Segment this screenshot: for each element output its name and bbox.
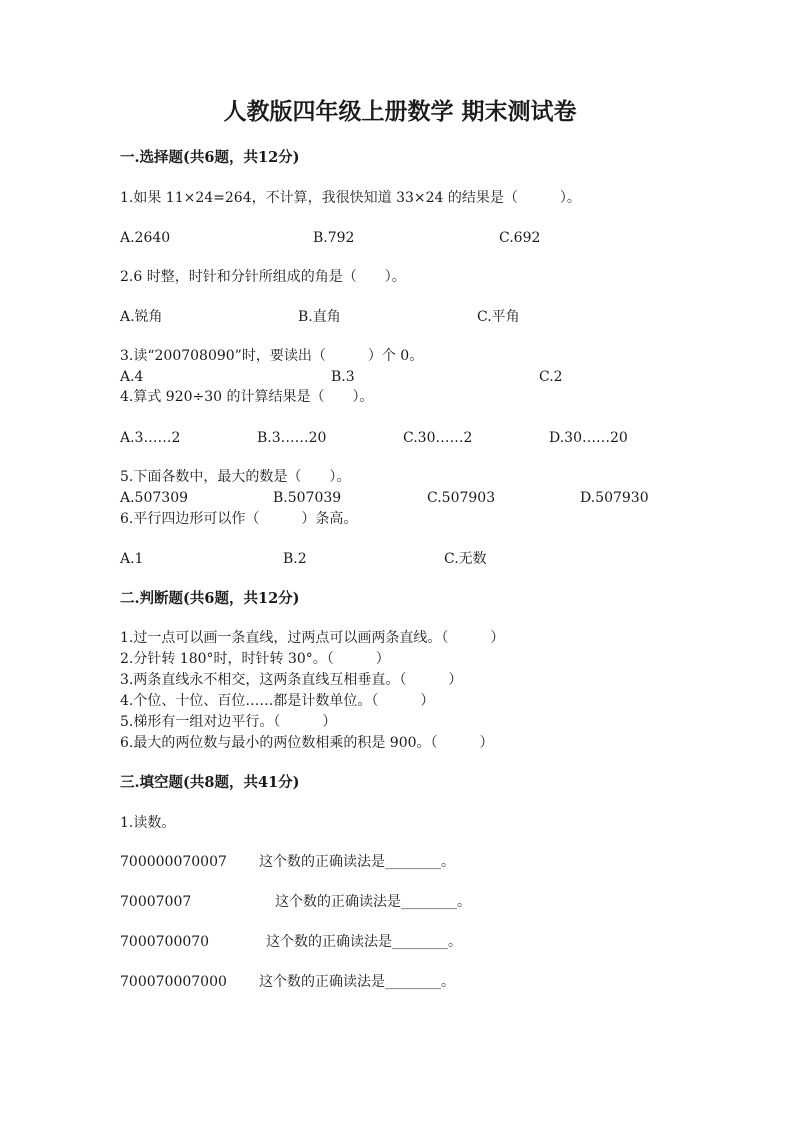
option: D.507930 — [580, 490, 649, 506]
question-stem: 4.算式 920÷30 的计算结果是（ ）。 — [120, 389, 374, 405]
option: B.2 — [283, 551, 307, 567]
number-value: 700070007000 — [120, 974, 227, 990]
option: C.2 — [539, 369, 563, 385]
number-value: 7000700070 — [120, 934, 210, 950]
option: D.30……20 — [549, 430, 628, 446]
option: C.无数 — [444, 551, 487, 567]
option: B.792 — [313, 230, 355, 246]
section-heading-choice: 一.选择题(共6题，共12分) — [120, 149, 300, 166]
judgment-item: 4.个位、十位、百位……都是计数单位。（ ） — [120, 693, 435, 709]
option: B.507039 — [273, 490, 342, 506]
reading-prompt: 这个数的正确读法是________。 — [259, 854, 455, 870]
reading-prompt: 这个数的正确读法是________。 — [275, 894, 471, 910]
question-stem: 1.如果 11×24=264，不计算，我很快知道 33×24 的结果是（ ）。 — [120, 190, 581, 206]
section-heading-judgment: 二.判断题(共6题，共12分) — [120, 590, 300, 607]
question-stem: 2.6 时整，时针和分针所组成的角是（ ）。 — [120, 269, 406, 285]
option: B.3 — [331, 369, 355, 385]
number-value: 700000070007 — [120, 854, 227, 870]
question-stem: 5.下面各数中，最大的数是（ ）。 — [120, 469, 351, 485]
question-stem: 3.读“200708090”时，要读出（ ）个 0。 — [120, 348, 424, 364]
option: C.692 — [499, 230, 541, 246]
option: C.平角 — [477, 309, 520, 325]
page-title: 人教版四年级上册数学 期末测试卷 — [223, 98, 577, 125]
section-heading-fill: 三.填空题(共8题，共41分) — [120, 774, 300, 791]
option: C.507903 — [427, 490, 496, 506]
option: A.锐角 — [120, 309, 163, 325]
option: B.直角 — [298, 309, 341, 325]
judgment-item: 6.最大的两位数与最小的两位数相乘的积是 900。（ ） — [120, 735, 494, 751]
judgment-item: 2.分针转 180°时，时针转 30°。（ ） — [120, 651, 390, 667]
option: A.507309 — [120, 490, 189, 506]
option: A.2640 — [120, 230, 171, 246]
reading-prompt: 这个数的正确读法是________。 — [259, 974, 455, 990]
option: A.1 — [120, 551, 144, 567]
judgment-item: 1.过一点可以画一条直线，过两点可以画两条直线。（ ） — [120, 630, 505, 646]
reading-prompt: 这个数的正确读法是________。 — [266, 934, 462, 950]
option: C.30……2 — [403, 430, 473, 446]
judgment-item: 3.两条直线永不相交，这两条直线互相垂直。（ ） — [120, 672, 463, 688]
option: B.3……20 — [257, 430, 327, 446]
option: A.3……2 — [120, 430, 181, 446]
option: A.4 — [120, 369, 144, 385]
judgment-item: 5.梯形有一组对边平行。（ ） — [120, 714, 337, 730]
question-stem: 1.读数。 — [120, 815, 176, 831]
question-stem: 6.平行四边形可以作（ ）条高。 — [120, 511, 358, 527]
number-value: 70007007 — [120, 894, 192, 910]
